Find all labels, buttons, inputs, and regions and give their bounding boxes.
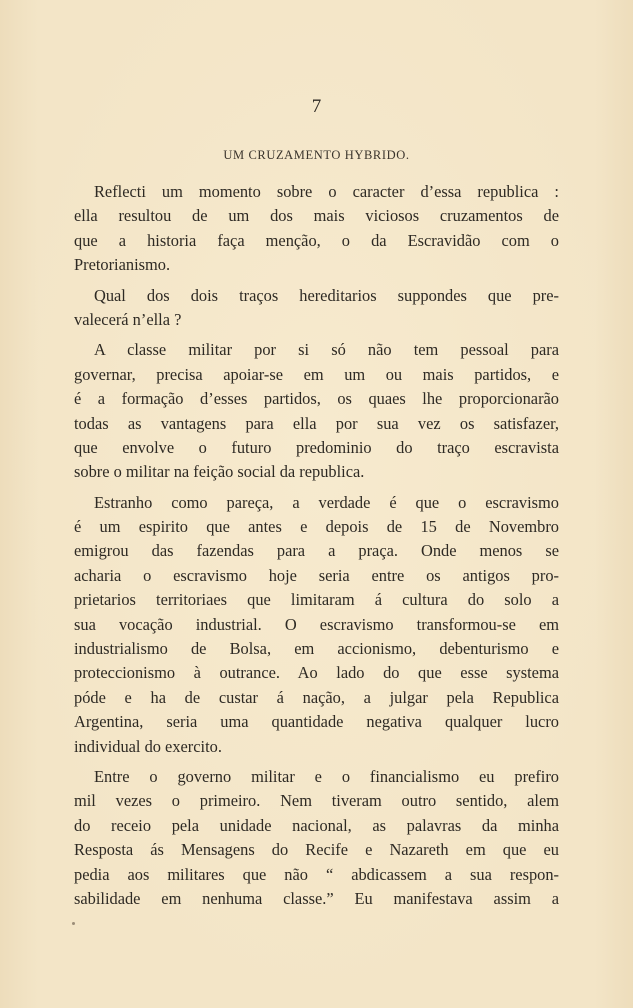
text-line: proteccionismo à outrance. Ao lado do que esse systema <box>74 663 559 683</box>
text-line: mil vezes o primeiro. Nem tiveram outro sentido, alem <box>74 791 559 811</box>
text-line: Estranho como pareça, a verdade é que o escravismo <box>94 492 559 512</box>
paragraph-4 <box>74 491 559 759</box>
text-line: ella resultou de um dos mais viciosos cruzamentos de <box>74 206 559 226</box>
text-line: sobre o militar na feição social da republica. <box>74 462 365 482</box>
text-line: prietarios territoriaes que limitaram á cultura do solo a <box>74 590 559 610</box>
body-text <box>74 180 559 911</box>
text-line: individual do exercito. <box>74 736 222 756</box>
text-line: Resposta ás Mensagens do Recife e Nazareth em que eu <box>74 840 559 860</box>
paragraph-5 <box>74 765 559 911</box>
paragraph-1 <box>74 180 559 278</box>
text-line: é um espirito que antes e depois de 15 de Novembro <box>74 517 559 537</box>
text-line: Argentina, seria uma quantidade negativa qualquer lucro <box>74 712 559 732</box>
text-line: acharia o escravismo hoje seria entre os antigos pro- <box>74 565 559 585</box>
text-line: Reflecti um momento sobre o caracter d’essa republica : <box>94 182 559 201</box>
text-line: valecerá n’ella ? <box>74 309 182 329</box>
text-line: governar, precisa apoiar-se em um ou mais partidos, e <box>74 364 559 384</box>
text-line: Qual dos dois traços hereditarios suppondes que pre- <box>94 285 559 305</box>
text-line: Entre o governo militar e o financialismo eu prefiro <box>94 766 559 786</box>
page-number: 7 <box>311 96 322 117</box>
text-line: Pretorianismo. <box>74 255 171 275</box>
chapter-title: UM CRUZAMENTO HYBRIDO. <box>223 148 410 162</box>
text-line: sua vocação industrial. O escravismo transformou-se em <box>74 614 559 634</box>
text-line: industrialismo de Bolsa, em accionismo, debenturismo e <box>74 639 559 659</box>
paragraph-3 <box>74 338 559 484</box>
text-line: pedia aos militares que não “ abdicassem a sua respon- <box>74 864 559 884</box>
paper-speck <box>72 922 75 925</box>
text-line: do receio pela unidade nacional, as palavras da minha <box>74 815 559 835</box>
text-line: todas as vantagens para ella por sua vez os satisfazer, <box>74 413 559 433</box>
text-line: emigrou das fazendas para a praça. Onde menos se <box>74 541 559 561</box>
paragraph-2 <box>74 284 559 333</box>
text-line: póde e ha de custar á nação, a julgar pela Republica <box>74 687 559 707</box>
text-line: sabilidade em nenhuma classe.” Eu manifestava assim a <box>74 888 559 908</box>
text-line: que a historia faça menção, o da Escravidão com o <box>74 230 559 250</box>
text-line: é a formação d’esses partidos, os quaes lhe proporcionarão <box>74 389 559 409</box>
text-line: A classe militar por si só não tem pessoal para <box>94 340 559 360</box>
text-line: que envolve o futuro predominio do traço escravista <box>74 437 559 457</box>
